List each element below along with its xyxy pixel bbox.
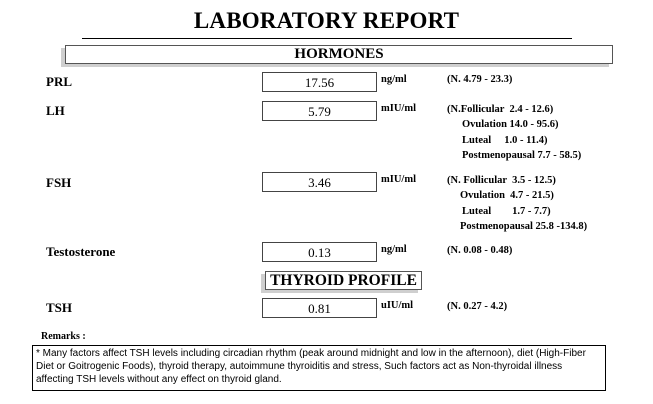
unit-fsh: mIU/ml (381, 174, 416, 185)
unit-tsh: uIU/ml (381, 300, 414, 311)
section-hormones: HORMONES (65, 45, 613, 64)
range-fsh-line1: (N. Follicular 3.5 - 12.5) (447, 175, 556, 186)
unit-prl: ng/ml (381, 74, 407, 85)
section-thyroid-profile: THYROID PROFILE (265, 271, 422, 290)
test-name-prl: PRL (46, 74, 72, 89)
value-tsh: 0.81 (262, 298, 377, 318)
range-lh-line4: Postmenopausal 7.7 - 58.5) (462, 150, 582, 161)
value-lh: 5.79 (262, 101, 377, 121)
remarks-label: Remarks : (41, 331, 86, 342)
test-name-tsh: TSH (46, 300, 73, 315)
range-lh-line1: (N.Follicular 2.4 - 12.6) (447, 104, 554, 115)
title-underline (82, 38, 572, 39)
value-testosterone: 0.13 (262, 242, 377, 262)
range-fsh-line3: Luteal 1.7 - 7.7) (462, 206, 551, 217)
range-prl: (N. 4.79 - 23.3) (447, 74, 513, 85)
test-name-fsh: FSH (46, 175, 72, 190)
value-fsh: 3.46 (262, 172, 377, 192)
range-lh-line2: Ovulation 14.0 - 95.6) (462, 119, 559, 130)
test-name-testosterone: Testosterone (46, 244, 116, 259)
report-title: LABORATORY REPORT (193, 8, 460, 33)
remarks-box: * Many factors affect TSH levels including circadian rhythm (peak around midnight and low in the afternoon), diet (High-Fiber Diet or Goitrogenic Foods), thyroid therapy, autoimmune thyroiditis and stress, Such factors act as Non-thyroidal illness affecting TSH levels without any effect on thyroid gland. (32, 345, 606, 391)
test-name-lh: LH (46, 103, 65, 118)
unit-lh: mIU/ml (381, 103, 416, 114)
value-prl: 17.56 (262, 72, 377, 92)
range-fsh-line2: Ovulation 4.7 - 21.5) (460, 190, 554, 201)
range-lh-line3: Luteal 1.0 - 11.4) (462, 135, 548, 146)
unit-testosterone: ng/ml (381, 244, 407, 255)
range-testosterone: (N. 0.08 - 0.48) (447, 245, 513, 256)
range-tsh: (N. 0.27 - 4.2) (447, 301, 508, 312)
range-fsh-line4: Postmenopausal 25.8 -134.8) (460, 221, 588, 232)
